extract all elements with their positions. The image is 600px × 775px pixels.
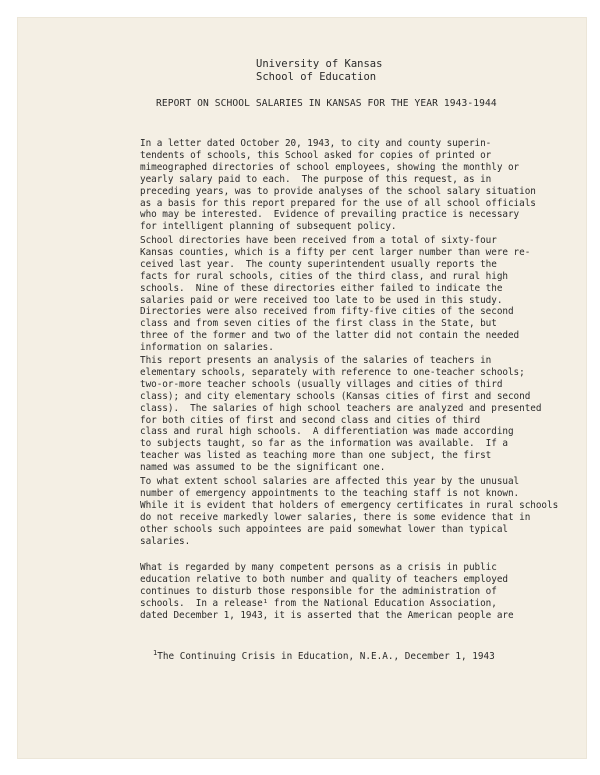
text-line: yearly salary paid to each. The purpose of this request, as in [140,173,492,185]
text-line: two-or-more teacher schools (usually villages and cities of third [140,378,503,390]
paragraph-1 [140,138,558,233]
text-line: for intelligent planning of subsequent policy. [140,221,397,233]
text-line: other schools such appointees are paid somewhat lower than typical [140,523,508,535]
paragraph-2 [140,235,558,354]
text-line: Directories were also received from fifty-five cities of the second [140,306,514,318]
document-page [18,18,586,758]
text-line: class and rural high schools. A differentiation was made according [140,426,514,438]
paragraph-4 [140,476,558,547]
text-line: to subjects taught, so far as the information was available. If a [140,438,508,450]
text-line: do not receive markedly lower salaries, there is some evidence that in [140,511,531,523]
text-line: Kansas counties, which is a fifty per cent larger number than were re- [140,246,531,258]
text-line: dated December 1, 1943, it is asserted that the American people are [140,609,514,621]
text-line: schools. In a release¹ from the National Education Association, [140,597,497,609]
text-line: class and from seven cities of the first class in the State, but [140,318,497,330]
footnote [153,649,495,662]
text-line: named was assumed to be the significant one. [140,462,386,474]
text-line: continues to disturb those responsible for the administration of [140,585,497,597]
text-line: class); and city elementary schools (Kansas cities of first and second [140,390,531,402]
institution-name: University of Kansas [256,58,383,70]
text-line: schools. Nine of these directories either failed to indicate the [140,282,503,294]
text-line: teacher was listed as teaching more than one subject, the first [140,450,492,462]
text-line: facts for rural schools, cities of the third class, and rural high [140,270,508,282]
text-line: class). The salaries of high school teachers are analyzed and presented [140,402,542,414]
text-line: ceived last year. The county superintendent usually reports the [140,258,497,270]
school-name: School of Education [256,71,377,83]
paragraph-5 [140,562,558,622]
report-title: REPORT ON SCHOOL SALARIES IN KANSAS FOR THE YEAR 1943-1944 [156,98,497,109]
text-line: elementary schools, separately with reference to one-teacher schools; [140,366,525,378]
text-line: While it is evident that holders of emergency certificates in rural schools [140,499,559,511]
text-line: information on salaries. [140,342,274,354]
text-line: number of emergency appointments to the teaching staff is not known. [140,487,520,499]
text-line: mimeographed directories of school employees, showing the monthly or [140,161,520,173]
text-line: tendents of schools, this School asked for copies of printed or [140,149,492,161]
footnote-marker: 1 [153,649,158,657]
text-line: School directories have been received from a total of sixty-four [140,235,497,246]
text-line: who may be interested. Evidence of prevailing practice is necessary [140,209,520,221]
text-line: as a basis for this report prepared for the use of all school officials [140,197,536,209]
text-line: preceding years, was to provide analyses of the school salary situation [140,185,536,197]
text-line: This report presents an analysis of the salaries of teachers in [140,355,492,366]
text-line: To what extent school salaries are affected this year by the unusual [140,476,520,487]
text-line: In a letter dated October 20, 1943, to city and county superin- [140,138,492,149]
text-line: What is regarded by many competent persons as a crisis in public [140,562,497,573]
paragraph-3 [140,355,558,474]
text-line: salaries. [140,535,191,547]
text-line: salaries paid or were received too late to be used in this study. [140,294,503,306]
text-line: for both cities of first and second class and cities of third [140,414,481,426]
footnote-text: The Continuing Crisis in Education, N.E.A., December 1, 1943 [157,651,495,662]
text-line: three of the former and two of the latter did not contain the needed [140,330,520,342]
text-line: education relative to both number and quality of teachers employed [140,573,508,585]
